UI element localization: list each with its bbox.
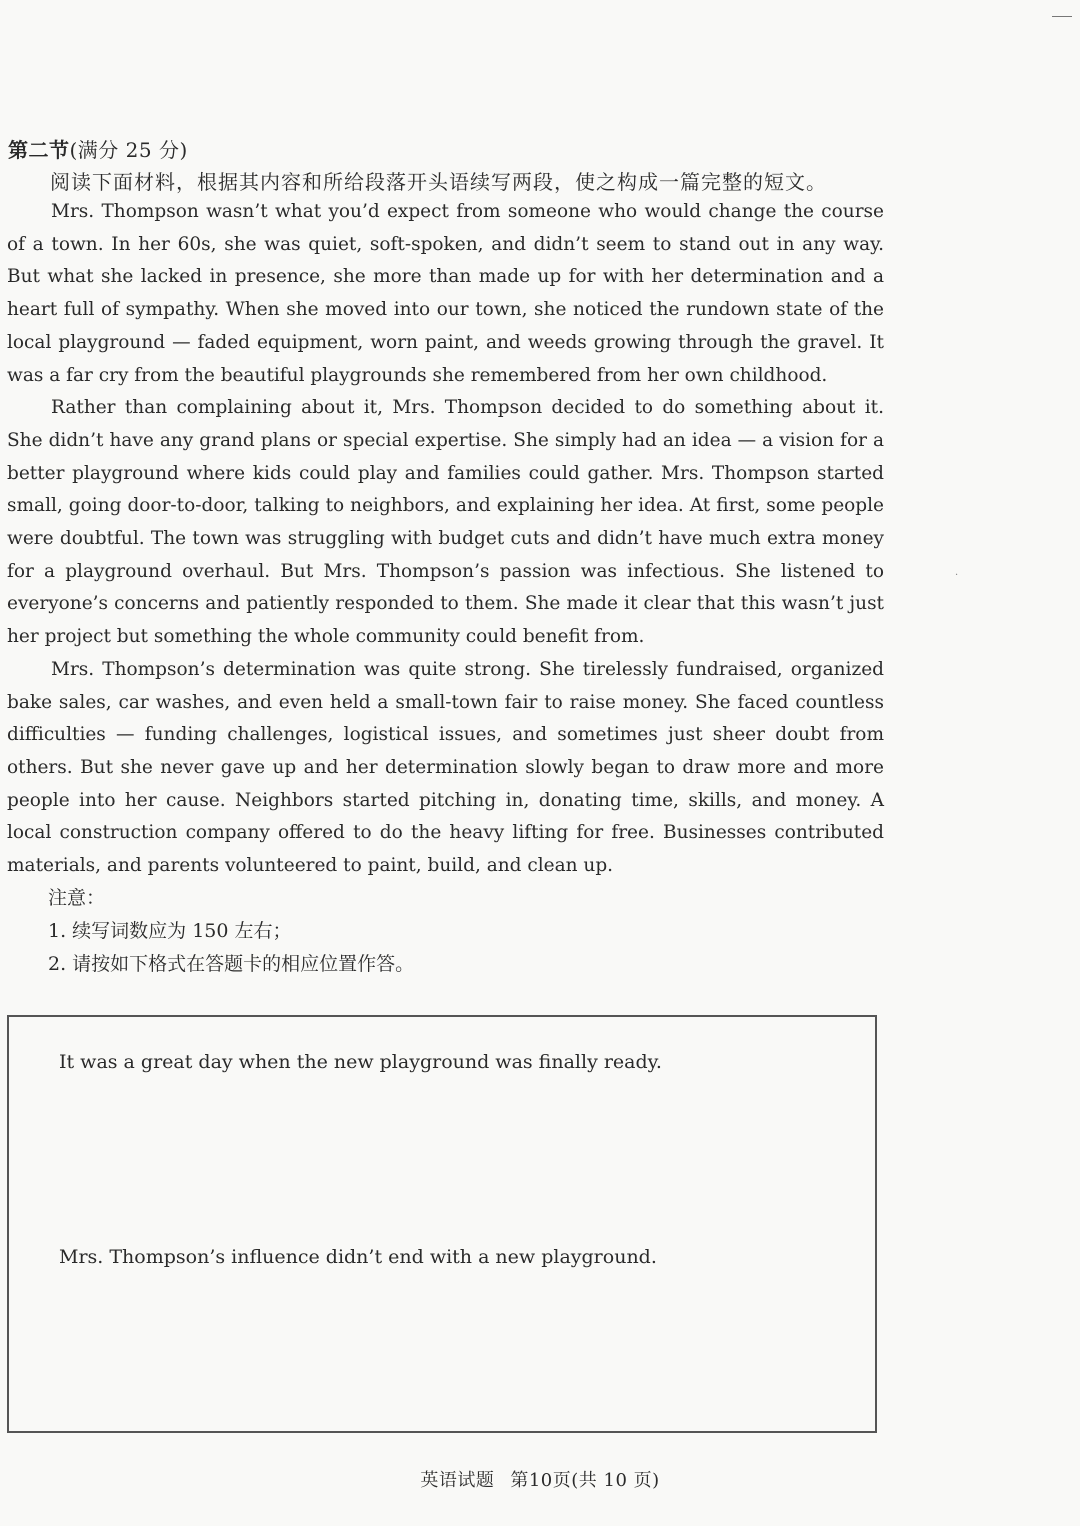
notes-section bbox=[48, 882, 414, 981]
section-label: 第二节 bbox=[8, 138, 70, 162]
reading-passage bbox=[7, 196, 884, 883]
paragraph-2-opening: Mrs. Thompson’s influence didn’t end with a new playground. bbox=[59, 1246, 657, 1268]
page-footer bbox=[0, 1466, 1080, 1492]
section-score: (满分 25 分) bbox=[69, 138, 188, 162]
instruction-text: 阅读下面材料，根据其内容和所给段落开头语续写两段，使之构成一篇完整的短文。 bbox=[50, 170, 827, 194]
passage-paragraph-2: Rather than complaining about it, Mrs. Thompson decided to do something about it. She didn’t have any grand plans or special expertise. She simply had an idea — a vision for a better playground where kids could play and families could gather. Mrs. Thompson started small, going door-to-door, talking to neighbors, and explaining her idea. At first, some people were doubtful. The town was struggling with budget cuts and didn’t have much extra money for a playground overhaul. But Mrs. Thompson’s passion was infectious. She listened to everyone’s concerns and patiently responded to them. She made it clear that this wasn’t just her project but something the whole community could benefit from. bbox=[7, 397, 884, 648]
passage-paragraph-1: Mrs. Thompson wasn’t what you’d expect from someone who would change the course of a town. In her 60s, she was quiet, soft-spoken, and didn’t seem to stand out in any way. But what she lacked in presence, she more than made up for with her determination and a heart full of sympathy. When she moved into our town, she noticed the rundown state of the local playground — faded equipment, worn paint, and weeds growing through the gravel. It was a far cry from the beautiful playgrounds she remembered from her own childhood. bbox=[7, 201, 884, 386]
notes-item-1: 1. 续写词数应为 150 左右； bbox=[48, 920, 292, 942]
footer-page-number: 第10页(共 10 页) bbox=[510, 1470, 660, 1491]
scan-speck: · bbox=[955, 570, 959, 581]
paragraph-1-opening: It was a great day when the new playground was finally ready. bbox=[59, 1051, 662, 1073]
corner-mark bbox=[1052, 16, 1072, 17]
footer-subject: 英语试题 bbox=[420, 1470, 495, 1491]
notes-title: 注意： bbox=[48, 887, 106, 909]
section-heading bbox=[8, 134, 188, 163]
answer-box bbox=[7, 1015, 877, 1433]
passage-paragraph-3: Mrs. Thompson’s determination was quite strong. She tirelessly fundraised, organized bake sales, car washes, and even held a small-town fair to raise money. She faced countless difficulties — funding challenges, logistical issues, and sometimes just sheer doubt from others. But she never gave up and her determination slowly began to draw more and more people into her cause. Neighbors started pitching in, donating time, skills, and money. A local construction company offered to do the heavy lifting for free. Businesses contributed materials, and parents volunteered to paint, build, and clean up. bbox=[7, 658, 884, 877]
notes-item-2: 2. 请按如下格式在答题卡的相应位置作答。 bbox=[48, 953, 415, 975]
